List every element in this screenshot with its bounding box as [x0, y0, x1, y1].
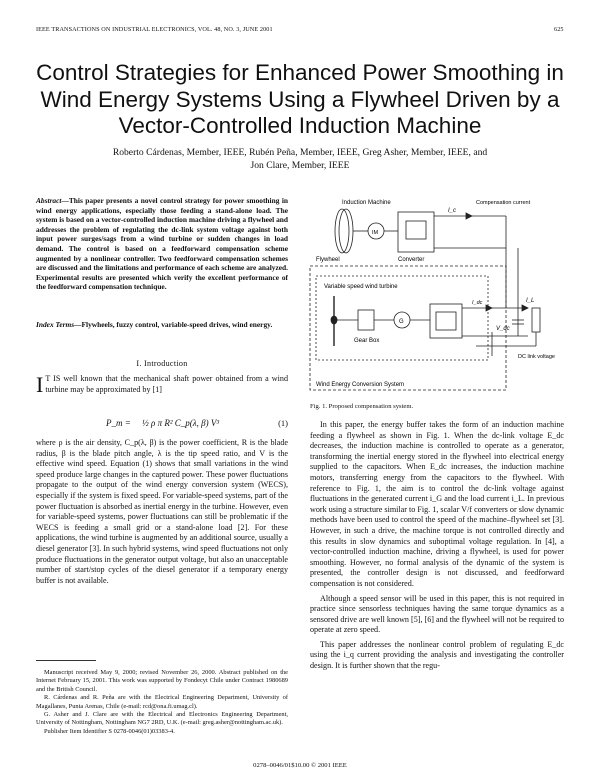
equation-lhs: P_m =	[106, 418, 131, 428]
label-compensation-current: Compensation current	[476, 200, 531, 206]
label-gear-box: Gear Box	[354, 338, 380, 344]
label-wecs: Wind Energy Conversion System	[316, 382, 405, 388]
abstract	[36, 196, 288, 292]
label-induction-machine: Induction Machine	[342, 200, 391, 206]
equation-1	[36, 410, 288, 438]
converter-box	[398, 212, 434, 252]
gearbox-box	[358, 310, 374, 330]
label-converter: Converter	[398, 257, 425, 263]
intro-paragraph	[36, 374, 288, 395]
running-header: IEEE TRANSACTIONS ON INDUSTRIAL ELECTRONICS, VOL. 48, NO. 3, JUNE 2001	[36, 26, 273, 33]
footnote: G. Asher and J. Clare are with the Electrical and Electronics Engineering Department, University of Nottingham, Nottingham NG7 2RD, U.K. (e-mail: greg.asher@nottingham.ac.uk).	[36, 711, 288, 727]
figure-1-diagram	[306, 196, 564, 396]
paper-title: Control Strategies for Enhanced Power Smoothing in Wind Energy Systems Using a Flywheel Driven by a Vector-Controlled Induction Machine	[36, 60, 564, 138]
author-line-1: Roberto Cárdenas, Member, IEEE, Rubén Peña, Member, IEEE, Greg Asher, Member, IEEE, and	[112, 147, 488, 158]
flywheel-disc	[335, 209, 349, 253]
right-column-text	[310, 420, 564, 676]
author-list	[40, 146, 560, 172]
equation-number: (1)	[278, 418, 288, 428]
body-paragraph-right: This paper addresses the nonlinear control problem of regulating E_dc using the i_q current providing the analysis and investigating the controller design. It is further shown that the regu-	[310, 639, 564, 671]
copyright-footer: 0278–0046/01$10.00 © 2001 IEEE	[253, 762, 347, 769]
figure-caption: Fig. 1. Proposed compensation system.	[310, 403, 414, 410]
index-terms	[36, 320, 288, 330]
footnote: Manuscript received May 9, 2000; revised November 26, 2000. Abstract published on the Internet February 15, 2001. This work was supported by Fondecyt Chile under Contract 1980689 and the British Council.	[36, 669, 288, 693]
label-im: IM	[372, 230, 379, 236]
body-paragraph-left: where ρ is the air density, C_p(λ, β) is the power coefficient, R is the blade radius, β is the blade pitch angle, λ is the tip speed ratio, and V is the effective wind speed. Equation (1) shows that small variations in the wind speed produce large changes in the captured power. These power fluctuations propagate to the output of the wind energy conversion system (WECS), especially if the system is fixed speed. For variable-speed systems, part of the power fluctuation is absorbed as inertial energy in the turbine. However, even for variable-speed systems, power fluctuations can still be problematic if the WECS is feeding a small grid or a stand-alone load [2]. For these applications, the wind turbine is augmented by an additional source, usually a diesel generator [3]. In such hybrid systems, wind speed fluctuations not only produce fluctuations in the generator output voltage, but also an unacceptable number of start/stop cycles of the diesel generator if a temporary energy buffer is not available.	[36, 438, 288, 585]
footnotes	[36, 669, 288, 736]
footnote-rule	[36, 660, 96, 661]
page-number: 625	[554, 26, 564, 33]
load-resistor	[532, 308, 540, 332]
label-il: I_L	[526, 298, 535, 304]
footnote: Publisher Item Identifier S 0278-0046(01)03383-4.	[44, 727, 175, 735]
body-paragraph-right: In this paper, the energy buffer takes the form of an induction machine feeding a flywheel as shown in Fig. 1. When the dc-link voltage E_dc decreases, the induction machine is controlled to operate as a generator, transforming the inertial energy stored in the flywheel into electrical energy supplied to the capacitors. When E_dc increases, the induction machine motors, transferring energy from the capacitors to the flywheel. With reference to Fig. 1, the aim is to control the dc-link voltage against fluctuations in the generated current i_G and the load current i_L. In previous work using a structure similar to Fig. 1, scalar V/f converters or slow dynamic methods have been used to control the speed of the machine–flywheel set [3]. However, in such a drive, the machine torque is not controlled directly and this results in slow dynamics and suboptimal voltage regulation. In [4], a vector-controlled induction machine, driving a flywheel, is used for power smoothing. However, no formal analysis of the dynamic of the system is presented, the controller design is not discussed, and feedforward compensation is not considered.	[310, 420, 564, 588]
footnote: R. Cárdenas and R. Peña are with the Electrical Engineering Department, University of Magallanes, Punta Arenas, Chile (e-mail: rcd@ona.fi.umag.cl).	[36, 694, 288, 710]
label-dc-link: DC link voltage	[518, 354, 555, 360]
label-vs-turbine: Variable speed wind turbine	[324, 284, 398, 290]
drop-cap: I	[36, 372, 44, 397]
label-vdc: V_dc	[496, 326, 510, 332]
converter-switch-icon	[406, 221, 426, 239]
label-ic: I_c	[448, 208, 457, 214]
index-terms-label: Index Terms—	[36, 320, 82, 329]
author-line-2: Jon Clare, Member, IEEE	[250, 160, 350, 171]
label-idc: I_dc	[472, 300, 483, 306]
body-paragraph-right: Although a speed sensor will be used in this paper, this is not required in practice since sensorless techniques having the same torque dynamics as a sensored drive are well known [5], [6] and the flywheel will not be required to operate at zero speed.	[310, 593, 564, 635]
rectifier-box	[430, 304, 462, 338]
flywheel-disc-back	[339, 209, 353, 253]
section-heading: I. Introduction	[136, 359, 188, 368]
abstract-text: This paper presents a novel control strategy for power smoothing in wind energy applications, especially those feeding a stand-alone load. The system is based on a vector-controlled induction machine driving a flywheel and addresses the problem of regulating the dc-link system voltage against both input power surges/sags from a wind turbine or sudden changes in load demand. The control is based on a feedforward compensation scheme augmented by a nonlinear controller. Two feedforward compensation schemes are discussed and the limitations and performance of each scheme are analyzed. Experimental results are presented which verify the excellent performance of the feedforward compensation technique.	[36, 196, 288, 292]
index-terms-text: Flywheels, fuzzy control, variable-speed drives, wind energy.	[81, 320, 273, 329]
equation-rhs: ½ ρ π R² C_p(λ, β) V³	[142, 418, 220, 428]
intro-text: T IS well known that the mechanical shaft power obtained from a wind turbine may be approximated by [1]	[45, 374, 288, 394]
abstract-label: Abstract—	[36, 196, 69, 205]
label-flywheel: Flywheel	[316, 257, 340, 263]
label-g: G	[399, 319, 404, 325]
